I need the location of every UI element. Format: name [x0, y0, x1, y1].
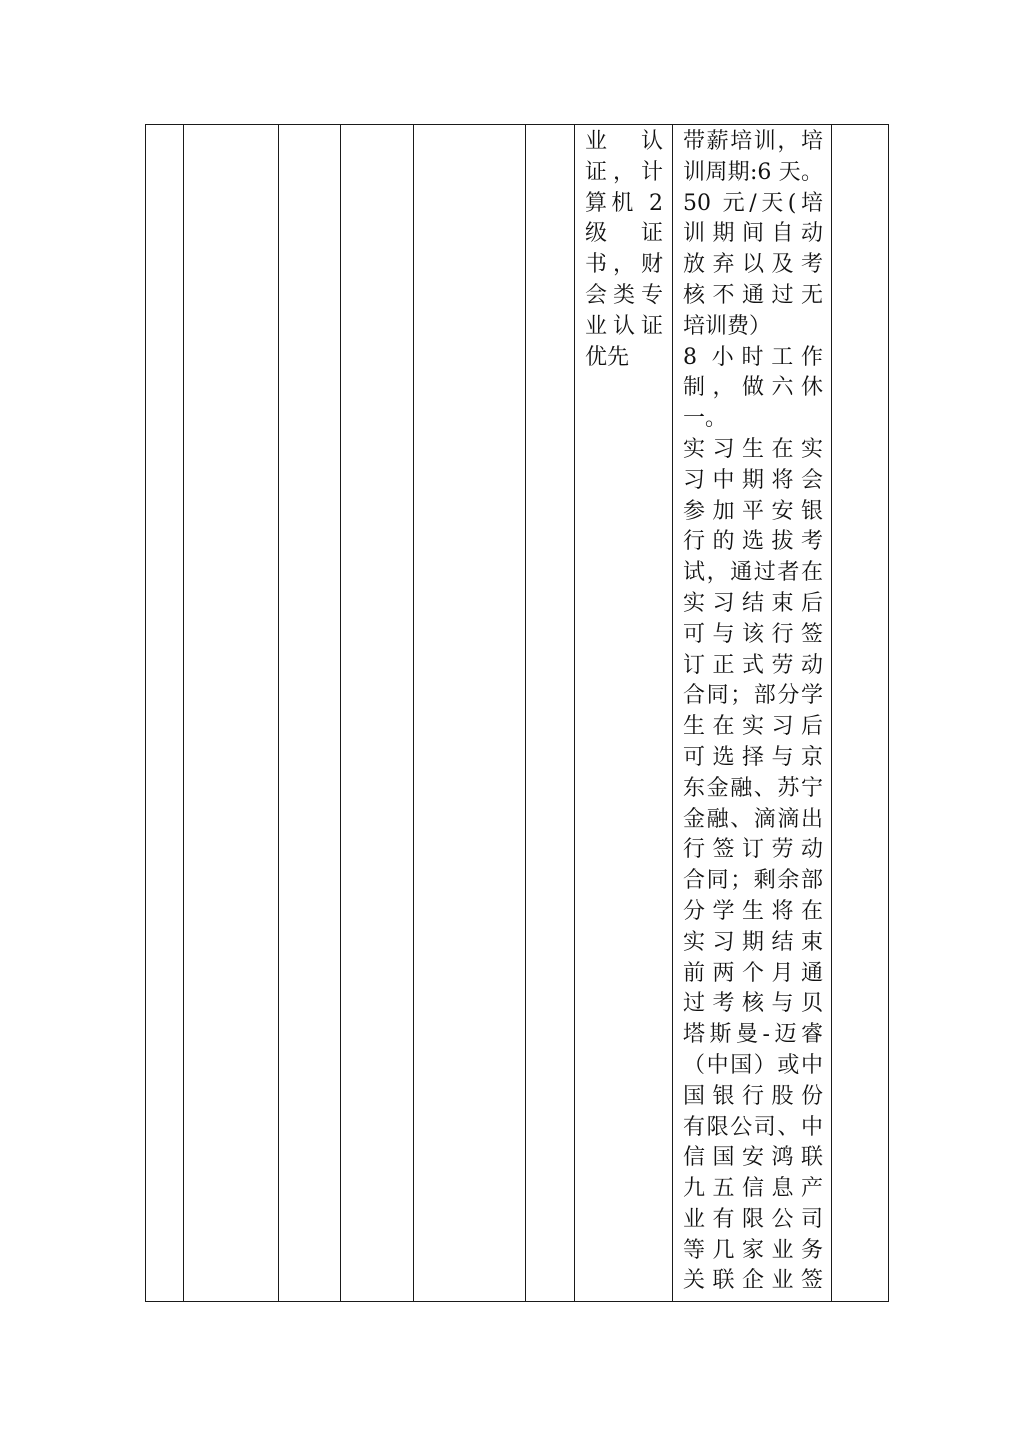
requirements-line: 书，财 [585, 252, 663, 278]
table-cell-major [526, 125, 575, 1302]
requirements-line: 会类专 [585, 282, 663, 308]
notes-line: 合同；剩余部 [683, 868, 823, 894]
notes-line: 分学生将在 [683, 898, 823, 924]
notes-line: 东金融、苏宁 [683, 775, 823, 801]
table-cell-notes [673, 125, 832, 1302]
notes-line: 可选择与京 [683, 744, 823, 770]
notes-line: 过考核与贝 [683, 991, 823, 1017]
notes-text [673, 125, 831, 1297]
notes-line: 实习生在实 [683, 436, 823, 462]
table-cell-location [414, 125, 526, 1302]
notes-line: 训期间自动 [683, 221, 823, 247]
notes-line: 行签订劳动 [683, 837, 823, 863]
notes-line: 关联企业签 [683, 1268, 823, 1294]
requirements-line: 业 认 [585, 129, 663, 154]
notes-line: 带薪培训，培 [683, 129, 823, 154]
notes-line: 一。 [683, 406, 728, 432]
requirements-text [575, 125, 672, 373]
notes-line: 训周期:6 天。 [683, 159, 823, 185]
requirements-line: 证，计 [585, 159, 663, 185]
notes-line: 金融、滴滴出 [683, 806, 823, 832]
notes-line: 有限公司、中 [683, 1114, 823, 1140]
notes-line: 信国安鸿联 [683, 1145, 823, 1171]
notes-line: 订正式劳动 [683, 652, 823, 678]
notes-line: 生在实习后 [683, 714, 823, 740]
notes-line: 实习结束后 [683, 590, 823, 616]
requirements-line: 算机 2 [585, 190, 663, 216]
notes-line: （中国）或中 [683, 1052, 823, 1078]
notes-line: 习中期将会 [683, 467, 823, 493]
notes-line: 实习期结束 [683, 929, 823, 955]
table-cell-company [184, 125, 279, 1302]
internship-table [145, 124, 889, 1302]
notes-line: 核不通过无 [683, 282, 823, 308]
table-cell-remarks [832, 125, 889, 1302]
notes-line: 放弃以及考 [683, 252, 823, 278]
notes-line: 培训费） [683, 313, 772, 339]
requirements-line: 优先 [585, 344, 630, 370]
table-row [146, 125, 889, 1302]
notes-line: 塔斯曼-迈睿 [683, 1022, 823, 1048]
notes-line: 8 小时工作 [683, 344, 823, 370]
notes-line: 参加平安银 [683, 498, 823, 524]
requirements-line: 业认证 [585, 313, 663, 339]
table-cell-requirements [575, 125, 673, 1302]
table-cell-count [341, 125, 414, 1302]
notes-line: 九五信息产 [683, 1176, 823, 1202]
table-cell-index [146, 125, 184, 1302]
notes-line: 制，做六休 [683, 375, 823, 401]
notes-line: 合同；部分学 [683, 683, 823, 709]
notes-line: 试，通过者在 [683, 560, 823, 586]
notes-line: 国银行股份 [683, 1083, 823, 1109]
notes-line: 50 元/天(培 [683, 190, 823, 216]
notes-line: 前两个月通 [683, 960, 823, 986]
table-cell-position [279, 125, 341, 1302]
notes-line: 行的选拔考 [683, 529, 823, 555]
notes-line: 等几家业务 [683, 1237, 823, 1263]
notes-line: 业有限公司 [683, 1206, 823, 1232]
notes-line: 可与该行签 [683, 621, 823, 647]
requirements-line: 级 证 [585, 221, 663, 247]
